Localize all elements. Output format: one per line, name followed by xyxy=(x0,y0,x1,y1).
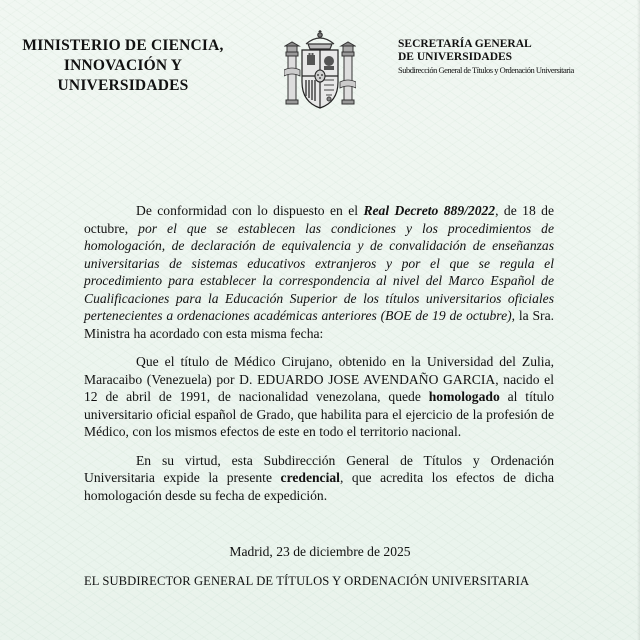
paragraph-legal-basis xyxy=(84,202,554,342)
text-segment: al título universitario oficial español de Grado, que habilita para el ejercicio de la profesión de Médico, con los mismos efectos de este en todo el territorio nacional. xyxy=(84,389,554,439)
paragraph-resolution xyxy=(84,353,554,441)
ministry-name xyxy=(18,36,228,96)
secretaria-line: SECRETARÍA GENERAL xyxy=(398,38,532,50)
issue-date: Madrid, 23 de diciembre de 2025 xyxy=(229,544,411,559)
ministry-line: MINISTERIO DE CIENCIA, xyxy=(22,37,224,54)
text-segment: , que acredita los efectos de dicha homologación desde su fecha de expedición. xyxy=(84,470,554,503)
decree-title: por el que se establecen las condiciones y los procedimientos de homologación, de declaración de equivalencia y de convalidación de enseñanzas universitarias de sistemas educativos extranjeros y por el que se regula el procedimiento para establecer la correspondencia al nivel del Marco Español de Cualificaciones para la Educación Superior de los títulos universitarios oficiales pertenecientes a ordenaciones académicas anteriores (BOE de 19 de octubre) xyxy=(84,220,555,323)
document-body xyxy=(84,202,554,504)
text-segment: De conformidad con lo dispuesto en el xyxy=(136,203,364,218)
coat-of-arms-icon xyxy=(284,30,356,112)
text-segment: , la Sra. Ministra ha acordado con esta misma fecha: xyxy=(84,308,555,341)
decree-reference: Real Decreto 889/2022 xyxy=(363,203,496,218)
subdireccion-name: Subdirección General de Títulos y Ordenación Universitaria xyxy=(398,65,574,75)
signer-title: EL SUBDIRECTOR GENERAL DE TÍTULOS Y ORDENACIÓN UNIVERSITARIA xyxy=(84,574,530,588)
secretaria-block xyxy=(398,38,628,76)
holder-name: EDUARDO JOSE AVENDAÑO GARCIA xyxy=(257,371,496,387)
credencial-term: credencial xyxy=(280,470,340,485)
text-segment: , de 18 de octubre, xyxy=(84,203,555,236)
document-header xyxy=(0,0,640,120)
paragraph-issuance xyxy=(84,452,554,505)
text-segment: En su virtud, esta Subdirección General de Títulos y Ordenación Universitaria expide la presente xyxy=(84,452,554,485)
ministry-line: INNOVACIÓN Y xyxy=(63,57,183,74)
secretaria-line: DE UNIVERSIDADES xyxy=(398,51,513,63)
homologado-term: homologado xyxy=(428,389,500,404)
text-segment: , nacido el 12 de abril de 1991, de nacionalidad venezolana, quede xyxy=(84,371,554,404)
text-segment: Que el título de Médico Cirujano, obtenido en la Universidad del Zulia, Maracaibo (Venezuela) por D. xyxy=(84,354,554,387)
ministry-line: UNIVERSIDADES xyxy=(57,77,189,94)
